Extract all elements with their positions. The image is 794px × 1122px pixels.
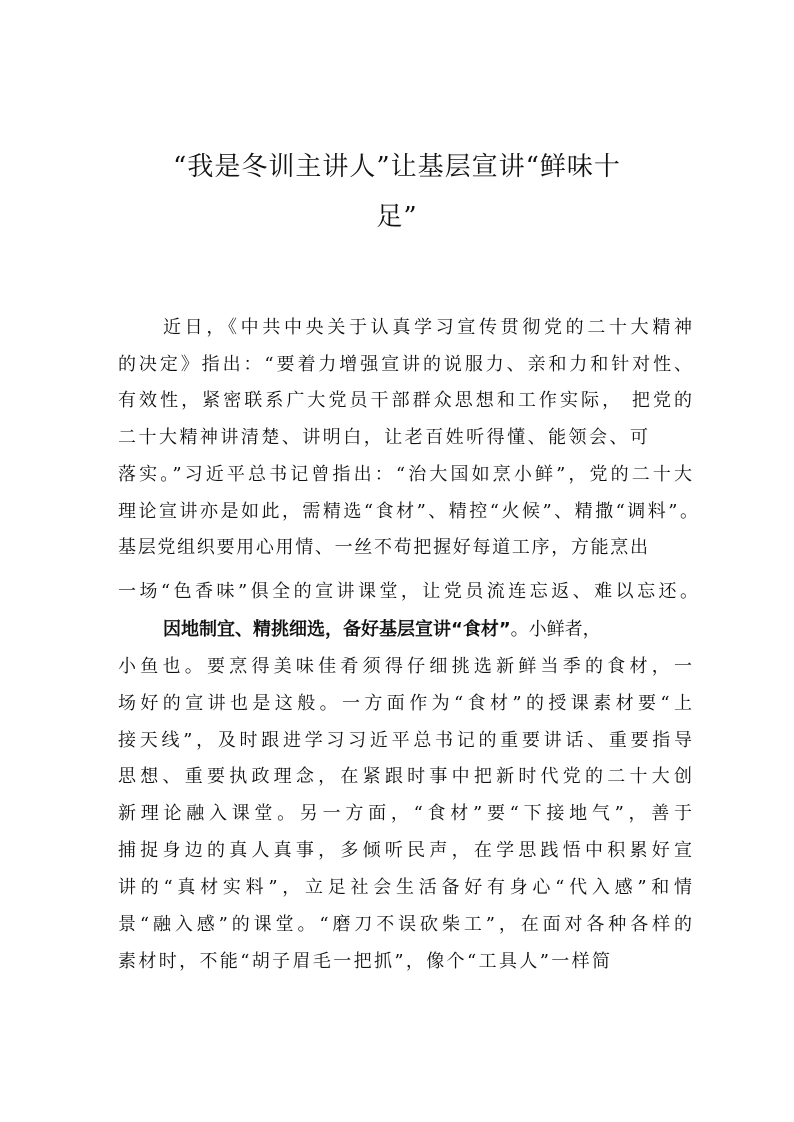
text-line: 理论宣讲亦是如此，需精选“食材”、精控“火候”、精撒“调料”。 <box>118 501 698 522</box>
text-line: 基层党组织要用心用情、一丝不苟把握好每道工序，方能烹出 <box>118 537 648 558</box>
text-line: 近日，《中共中央关于认真学习宣传贯彻党的二十大精神 <box>163 317 692 338</box>
text-line: 一场“色香味”俱全的宣讲课堂，让党员流连忘返、难以忘还。 <box>118 581 698 602</box>
text-line: 思想、重要执政理念，在紧跟时事中把新时代党的二十大创 <box>118 766 692 787</box>
section-heading: 因地制宜、精挑细选，备好基层宣讲“食材” <box>163 619 511 640</box>
text-line: 场好的宣讲也是这般。一方面作为“食材”的授课素材要“上 <box>118 693 692 714</box>
text-line: 的决定》指出：“要着力增强宣讲的说服力、亲和力和针对性、 <box>118 354 692 375</box>
text-line: 有效性，紧密联系广大党员干部群众思想和工作实际， 把党的 <box>118 390 692 411</box>
text-line: 讲的“真材实料”，立足社会生活备好有身心“代入感”和情 <box>118 877 692 898</box>
text-line: 二十大精神讲清楚、讲明白，让老百姓听得懂、能领会、可 <box>118 427 648 448</box>
text-line: 景“融入感”的课堂。“磨刀不误砍柴工”，在面对各种各样的 <box>118 914 692 935</box>
text-line <box>163 618 692 642</box>
heading-tail: 。小鲜者， <box>510 619 601 640</box>
text-line: 接天线”，及时跟进学习习近平总书记的重要讲话、重要指导 <box>118 730 692 751</box>
title-line-1: “我是冬训主讲人”让基层宣讲“鲜味十 <box>173 152 621 182</box>
text-line: 捕捉身边的真人真事，多倾听民声，在学思践悟中积累好宣 <box>118 840 692 861</box>
text-line: 新理论融入课堂。另一方面，“食材”要“下接地气”，善于 <box>118 803 692 824</box>
text-line: 落实。”习近平总书记曾指出：“治大国如烹小鲜”，党的二十大 <box>118 464 692 485</box>
text-line: 小鱼也。要烹得美味佳肴须得仔细挑选新鲜当季的食材，一 <box>118 656 692 677</box>
title-line-2: 足” <box>376 202 418 232</box>
text-line: 素材时，不能“胡子眉毛一把抓”，像个“工具人”一样简 <box>118 951 610 972</box>
